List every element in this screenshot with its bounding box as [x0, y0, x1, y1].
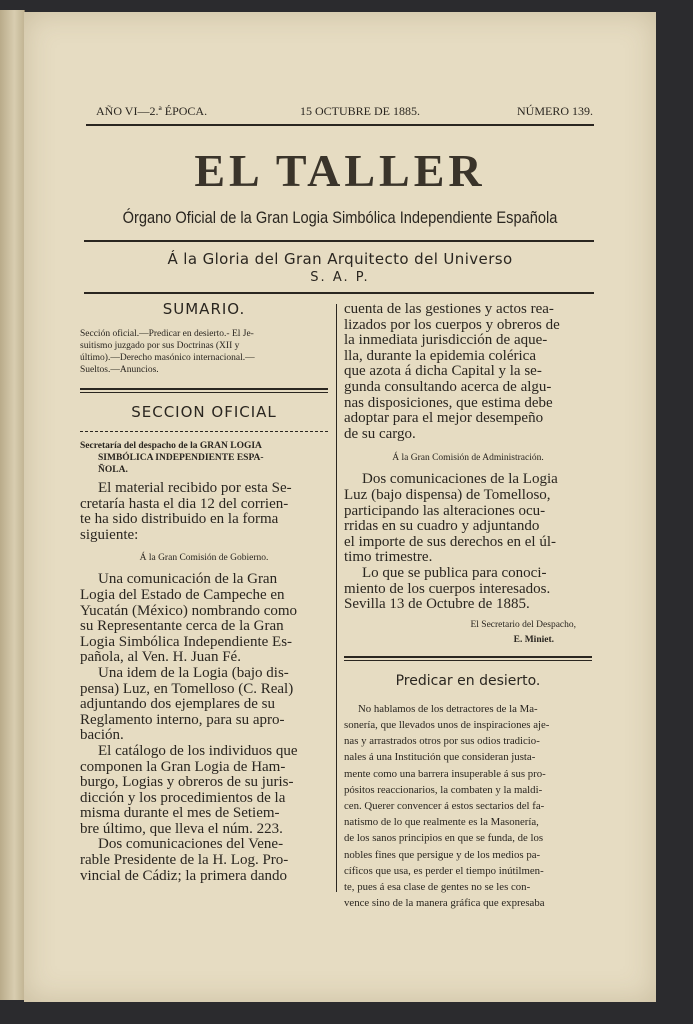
text-line: Reglamento interno, para su apro- — [80, 711, 285, 728]
text-line: Logia Simbólica Independiente Es- — [80, 633, 293, 650]
text-line: pósitos reaccionarios, la combaten y la maldi- — [344, 783, 543, 796]
text-line: Lo que se publica para conoci- — [362, 564, 547, 581]
text-line: natismo de lo que realmente es la Masonería, — [344, 816, 539, 829]
text-line: lizados por los cuerpos y obreros de — [344, 316, 560, 333]
text-line: Dos comunicaciones de la Logia — [362, 471, 558, 488]
intro-paragraph — [80, 481, 328, 543]
sumario-rule — [80, 388, 328, 390]
text-line: adjuntando dos ejemplares de su — [80, 696, 275, 713]
facing-page-edge — [0, 10, 25, 1000]
admin-heading: Á la Gran Comisión de Administración. — [392, 453, 544, 464]
paragraph-4 — [80, 837, 328, 884]
text-line: nas disposiciones, que estima debe — [344, 394, 553, 411]
subhead-line: ÑOLA. — [98, 465, 128, 475]
text-line: que azota á dicha Capital y la se- — [344, 363, 542, 380]
column-divider — [336, 304, 337, 892]
motto: Á la Gloria del Gran Arquitecto del Universo — [167, 250, 513, 268]
text-line: cíficos que usa, es perder el tiempo inútilmen- — [344, 864, 544, 877]
text-line: bación. — [80, 727, 124, 744]
article-heading: Predicar en desierto. — [395, 672, 541, 689]
newspaper-subtitle: Órgano Oficial de la Gran Logia Simbólica Independiente Española — [122, 208, 558, 227]
issue-date: 15 OCTUBRE DE 1885. — [300, 104, 420, 118]
text-line: cen. Querer convencer á estos sectarios del fa- — [344, 799, 545, 812]
left-column — [80, 300, 328, 884]
paragraph-3 — [80, 744, 328, 838]
sumario-line: Sección oficial.—Predicar en desierto.- El Je- — [80, 329, 254, 339]
text-line: cuenta de las gestiones y actos rea- — [344, 301, 554, 317]
text-line: vence sino de la manera gráfica que expresaba — [344, 897, 545, 910]
continuation-paragraph — [344, 302, 592, 442]
sumario-line: suitismo juzgado por sus Doctrinas (XII y — [80, 341, 240, 351]
text-line: timo trimestre. — [344, 549, 433, 566]
text-line: el importe de sus derechos en el úl- — [344, 533, 557, 550]
signature-name: E. Miniet. — [513, 634, 554, 645]
text-line: Dos comunicaciones del Vene- — [98, 836, 284, 853]
seccion-oficial-heading: SECCION OFICIAL — [131, 403, 277, 421]
text-line: vincial de Cádiz; la primera dando — [80, 867, 288, 884]
year-epoch: AÑO VI—2.ª ÉPOCA. — [96, 104, 208, 118]
sumario-heading: SUMARIO. — [162, 300, 246, 318]
section-rule-thin — [344, 660, 592, 661]
article-body — [344, 701, 592, 912]
wavy-rule — [80, 431, 328, 432]
text-line: Logia del Estado de Campeche en — [80, 586, 285, 603]
sumario-line: último).—Derecho masónico internacional.— — [80, 353, 255, 363]
signature-title: El Secretario del Despacho, — [470, 619, 576, 630]
text-line: cretaría hasta el dia 12 del corrien- — [80, 495, 289, 512]
text-line: nas y arrastrados otros por sus odios tradicio- — [344, 735, 540, 748]
text-line: rridas en su cuadro y adjuntando — [344, 518, 540, 535]
subhead-line: SIMBÓLICA INDEPENDIENTE ESPA- — [98, 453, 264, 463]
text-line: dicción y los procedimientos de la — [80, 789, 286, 806]
sumario-line: Sueltos.—Anuncios. — [80, 365, 159, 375]
newspaper-page — [24, 12, 656, 1002]
paragraph-1 — [80, 572, 328, 666]
sumario-body — [80, 328, 328, 376]
text-line: Yucatán (México) nombrando como — [80, 602, 298, 619]
text-line: El material recibido por esta Se- — [98, 480, 292, 496]
text-line: burgo, Logias y obreros de su juris- — [80, 774, 294, 791]
text-line: Una comunicación de la Gran — [98, 571, 278, 588]
text-line: nobles fines que persigue y de los medios pa- — [344, 848, 541, 861]
text-line: No hablamos de los detractores de la Ma- — [358, 702, 538, 715]
text-line: la inmediata jurisdicción de aque- — [344, 332, 548, 349]
text-line: Sevilla 13 de Octubre de 1885. — [344, 596, 530, 613]
secretaria-subhead — [80, 440, 328, 476]
text-line: te, pues á esa clase de gentes no se les con- — [344, 880, 531, 893]
motto-initials: S. A. P. — [310, 270, 370, 285]
text-line: misma durante el mes de Setiem- — [80, 805, 280, 822]
text-line: bre último, que lleva el núm. 223. — [80, 820, 283, 837]
masthead-rule-bottom — [84, 292, 594, 294]
text-line: rable Presidente de la H. Log. Pro- — [80, 852, 289, 869]
newspaper-title: EL TALLER — [194, 145, 486, 196]
subhead-line: Secretaría del despacho de la GRAN LOGIA — [80, 441, 262, 451]
text-line: sonería, que llevados unos de inspiraciones aje- — [344, 718, 550, 731]
sumario-rule-thin — [80, 392, 328, 393]
admin-paragraph-1 — [344, 472, 592, 566]
right-column — [344, 302, 592, 911]
admin-paragraph-2 — [344, 566, 592, 613]
text-line: Una idem de la Logia (bajo dis- — [98, 664, 289, 681]
text-line: Luz (bajo dispensa) de Tomelloso, — [344, 486, 551, 503]
text-line: gunda consultando acerca de algu- — [344, 378, 552, 395]
text-line: de su cargo. — [344, 425, 416, 442]
text-line: su Representante cerca de la Gran — [80, 618, 284, 635]
text-line: miento de los cuerpos interesados. — [344, 580, 551, 597]
header-rule — [86, 124, 594, 126]
text-line: adoptar para el mejor desempeño — [344, 410, 544, 427]
section-rule — [344, 656, 592, 658]
text-line: te ha sido distribuido en la forma — [80, 511, 279, 528]
text-line: lla, durante la epidemia colérica — [344, 347, 536, 364]
text-line: siguiente: — [80, 526, 139, 543]
text-line: pañola, al Ven. H. Juan Fé. — [80, 649, 241, 666]
gobierno-heading: Á la Gran Comisión de Gobierno. — [139, 553, 269, 564]
masthead-rule-top — [84, 240, 594, 242]
text-line: de los sanos principios en que se funda, de los — [344, 832, 544, 845]
text-line: pensa) Luz, en Tomelloso (C. Real) — [80, 680, 294, 697]
text-line: mente como una barrera insuperable á sus pro- — [344, 767, 546, 780]
text-line: participando las alteraciones ocu- — [344, 502, 546, 519]
text-line: El catálogo de los individuos que — [98, 742, 298, 759]
issue-number: NÚMERO 139. — [517, 104, 594, 118]
text-line: componen la Gran Logia de Ham- — [80, 758, 286, 775]
text-line: nales á una Institución que consideran justa- — [344, 751, 536, 764]
paragraph-2 — [80, 666, 328, 744]
